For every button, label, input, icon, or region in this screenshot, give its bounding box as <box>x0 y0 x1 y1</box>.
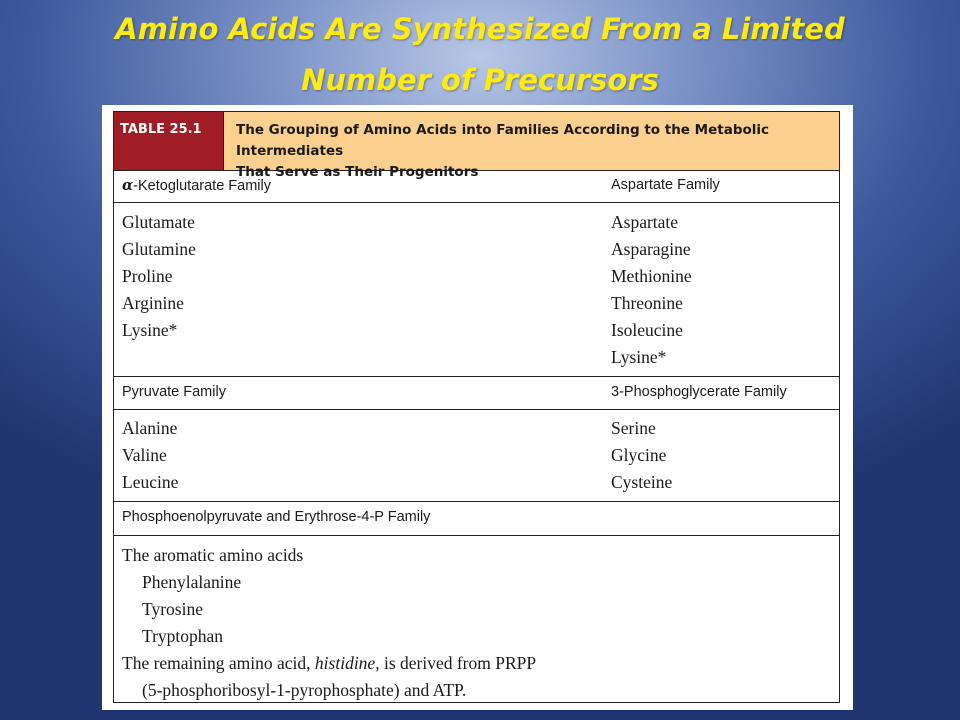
family-label-alpha-ketoglutarate <box>122 177 271 194</box>
family-header-row-3 <box>114 502 839 536</box>
list-item: Valine <box>122 445 167 465</box>
list-item: Glutamine <box>122 239 196 259</box>
histidine-emphasis: histidine, <box>314 653 380 673</box>
family-header-row-1 <box>114 170 839 203</box>
list-item: Aspartate <box>611 212 679 232</box>
table-caption <box>224 112 839 180</box>
member-list-aromatic <box>122 542 536 704</box>
member-list-pyruvate <box>122 415 178 496</box>
table-number-label: TABLE 25.1 <box>114 112 224 170</box>
list-item: Tryptophan <box>142 626 224 646</box>
slide-title <box>40 4 920 106</box>
histidine-note <box>122 650 536 677</box>
member-list-alpha-ketoglutarate <box>122 209 196 344</box>
list-item: Isoleucine <box>611 320 683 340</box>
list-item: Serine <box>611 418 656 438</box>
alpha-symbol: α <box>122 177 134 194</box>
family-label-3-phosphoglycerate: 3-Phosphoglycerate Family <box>611 384 787 400</box>
family-label-aspartate: Aspartate Family <box>611 177 720 193</box>
list-item: Cysteine <box>611 472 673 492</box>
member-list-3-phosphoglycerate <box>611 415 672 496</box>
list-item: Asparagine <box>611 239 691 259</box>
list-item: Lysine* <box>611 347 667 367</box>
table-caption-line-1: The Grouping of Amino Acids into Families According to the Metabolic Intermediates <box>236 122 770 159</box>
table-panel <box>102 105 853 710</box>
list-item: Proline <box>122 266 173 286</box>
members-row-2 <box>114 410 839 502</box>
list-item: Lysine* <box>122 320 178 340</box>
histidine-note-part-2: is derived from PRPP <box>379 653 537 673</box>
members-row-1 <box>114 203 839 377</box>
member-list-aspartate <box>611 209 692 371</box>
list-item: Arginine <box>122 293 184 313</box>
list-item: Leucine <box>122 472 179 492</box>
family-label-phosphoenolpyruvate-erythrose: Phosphoenolpyruvate and Erythrose-4-P Family <box>122 509 431 525</box>
amino-acid-families-table <box>113 111 840 703</box>
table-header <box>114 112 839 180</box>
list-item: Glutamate <box>122 212 195 232</box>
table-caption-line-2: That Serve as Their Progenitors <box>236 164 479 180</box>
list-item: Glycine <box>611 445 667 465</box>
histidine-note-part-1: The remaining amino acid, <box>122 653 315 673</box>
slide-title-line-2: Number of Precursors <box>301 63 659 97</box>
members-row-3 <box>114 536 839 702</box>
slide-title-line-1: Amino Acids Are Synthesized From a Limited <box>115 12 845 46</box>
histidine-note-line-2: (5-phosphoribosyl-1-pyrophosphate) and ATP. <box>142 680 467 700</box>
list-item: Tyrosine <box>142 599 203 619</box>
list-item: Threonine <box>611 293 683 313</box>
list-item: Methionine <box>611 266 692 286</box>
family-label-pyruvate: Pyruvate Family <box>122 384 226 400</box>
list-item: Alanine <box>122 418 178 438</box>
list-item: Phenylalanine <box>142 572 242 592</box>
aromatic-header: The aromatic amino acids <box>122 545 304 565</box>
family-header-row-2 <box>114 377 839 410</box>
family-label-text: -Ketoglutarate Family <box>133 178 271 194</box>
